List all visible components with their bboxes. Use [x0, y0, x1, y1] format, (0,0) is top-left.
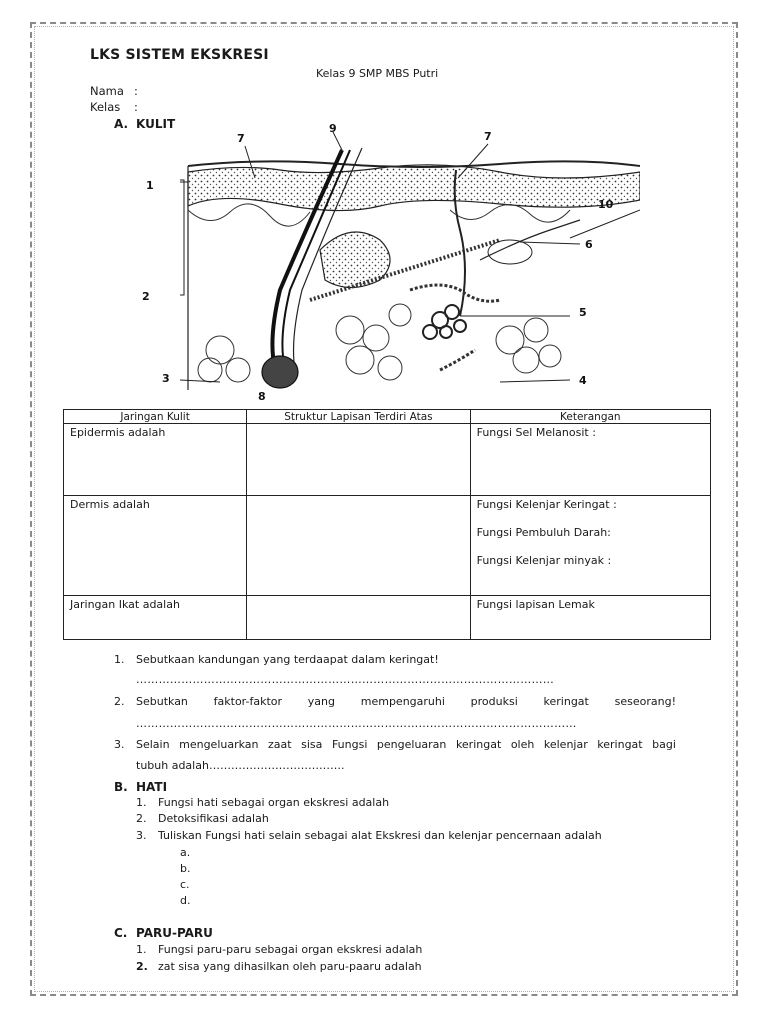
lung-item-1-number: 1.	[136, 943, 147, 956]
section-b-title: HATI	[136, 780, 168, 794]
section-b-heading	[114, 780, 167, 794]
diagram-label-7-left: 7	[237, 132, 245, 145]
row-dermis-structure[interactable]	[247, 496, 470, 596]
liver-sub-b[interactable]: b.	[180, 862, 191, 875]
q3-word: keringat	[597, 738, 643, 751]
diagram-label-7-right: 7	[484, 130, 492, 143]
section-a-title: KULIT	[136, 117, 176, 131]
question-1-answer-line[interactable]: …………………………………………………………………………………………………	[136, 673, 555, 686]
diagram-label-3: 3	[162, 372, 170, 385]
table-row	[64, 596, 711, 640]
liver-item-2-number: 2.	[136, 812, 147, 825]
section-c-heading	[114, 926, 213, 940]
question-2-text	[136, 695, 676, 709]
question-1-number: 1.	[114, 653, 125, 666]
q3-word: pengeluaran	[376, 738, 447, 751]
question-1	[114, 653, 674, 687]
liver-item-1-number: 1.	[136, 796, 147, 809]
q2-word: Sebutkan	[136, 695, 188, 708]
row-connective-structure[interactable]	[247, 596, 470, 640]
liver-sub-d[interactable]: d.	[180, 894, 191, 907]
question-3	[114, 738, 684, 774]
q2-word: keringat	[543, 695, 589, 708]
lung-item-2	[136, 960, 676, 974]
q2-word: faktor-faktor	[213, 695, 283, 708]
question-2-number: 2.	[114, 695, 125, 708]
liver-item-2	[136, 812, 676, 826]
name-field	[90, 84, 138, 98]
skin-diagram	[80, 120, 640, 405]
fat-layer-function: Fungsi lapisan Lemak	[476, 598, 595, 611]
liver-sub-a[interactable]: a.	[180, 846, 191, 859]
liver-item-1-text: Fungsi hati sebagai organ ekskresi adalah	[158, 796, 390, 809]
row-epidermis-notes[interactable]	[470, 424, 710, 496]
header-struktur-lapisan: Struktur Lapisan Terdiri Atas	[247, 410, 470, 424]
header-jaringan-kulit: Jaringan Kulit	[64, 410, 247, 424]
section-b-number: B.	[114, 780, 128, 794]
row-epidermis-label: Epidermis adalah	[64, 424, 247, 496]
sweat-gland-function: Fungsi Kelenjar Keringat :	[476, 498, 617, 511]
question-2-answer-line[interactable]: ………………………………………………………………………………………………………	[136, 717, 577, 730]
name-label: Nama	[90, 84, 124, 98]
diagram-label-10: 10	[598, 198, 614, 211]
question-2	[114, 695, 684, 731]
liver-sub-c[interactable]: c.	[180, 878, 190, 891]
name-colon: :	[134, 84, 138, 98]
lung-item-1	[136, 943, 676, 957]
oil-gland-function: Fungsi Kelenjar minyak :	[476, 554, 612, 567]
q3-word: kelenjar	[543, 738, 588, 751]
class-field	[90, 100, 138, 114]
section-a-number: A.	[114, 117, 129, 131]
melanosit-function: Fungsi Sel Melanosit :	[476, 426, 596, 439]
diagram-label-9: 9	[329, 122, 337, 135]
q3-word: mengeluarkan	[179, 738, 259, 751]
q3-word: bagi	[652, 738, 676, 751]
liver-item-1	[136, 796, 676, 810]
diagram-label-6: 6	[585, 238, 593, 251]
liver-item-2-text: Detoksifikasi adalah	[158, 812, 269, 825]
row-connective-label: Jaringan Ikat adalah	[64, 596, 247, 640]
skin-table	[63, 409, 711, 640]
row-connective-notes[interactable]	[470, 596, 710, 640]
section-c-number: C.	[114, 926, 128, 940]
worksheet-subtitle: Kelas 9 SMP MBS Putri	[316, 67, 439, 80]
q3-word: zaat	[268, 738, 292, 751]
table-row	[64, 424, 711, 496]
diagram-label-1: 1	[146, 179, 154, 192]
section-c-title: PARU-PARU	[136, 926, 213, 940]
q3-word: sisa	[301, 738, 323, 751]
lung-item-2-number: 2.	[136, 960, 148, 973]
liver-item-3-text: Tuliskan Fungsi hati selain sebagai alat Ekskresi dan kelenjar pencernaan adalah	[158, 829, 602, 842]
diagram-label-4: 4	[579, 374, 587, 387]
question-1-text: Sebutkaan kandungan yang terdaapat dalam keringat!	[136, 653, 439, 666]
row-dermis-notes[interactable]	[470, 496, 710, 596]
question-3-line-2[interactable]: tubuh adalah……………………………….	[136, 759, 345, 772]
table-row	[64, 496, 711, 596]
lung-item-1-text: Fungsi paru-paru sebagai organ ekskresi adalah	[158, 943, 423, 956]
question-3-number: 3.	[114, 738, 125, 751]
q3-word: Selain	[136, 738, 170, 751]
liver-item-3	[136, 829, 676, 843]
q3-word: keringat	[455, 738, 502, 751]
question-3-text	[136, 738, 676, 752]
q2-word: yang	[307, 695, 335, 708]
class-colon: :	[134, 100, 138, 114]
hair-bulb	[262, 356, 298, 388]
diagram-label-5: 5	[579, 306, 587, 319]
diagram-label-2: 2	[142, 290, 150, 303]
q3-word: Fungsi	[331, 738, 368, 751]
q2-word: seseorang!	[614, 695, 676, 708]
table-header-row	[64, 410, 711, 424]
q2-word: produksi	[470, 695, 518, 708]
lung-item-2-text: zat sisa yang dihasilkan oleh paru-paaru adalah	[158, 960, 422, 973]
worksheet-title: LKS SISTEM EKSKRESI	[90, 47, 269, 63]
header-keterangan: Keterangan	[470, 410, 710, 424]
q3-word: oleh	[510, 738, 535, 751]
blood-vessel-function: Fungsi Pembuluh Darah:	[476, 526, 611, 539]
row-epidermis-structure[interactable]	[247, 424, 470, 496]
q2-word: mempengaruhi	[360, 695, 445, 708]
class-label: Kelas	[90, 100, 121, 114]
diagram-label-8: 8	[258, 390, 266, 403]
liver-item-3-number: 3.	[136, 829, 147, 842]
row-dermis-label: Dermis adalah	[64, 496, 247, 596]
